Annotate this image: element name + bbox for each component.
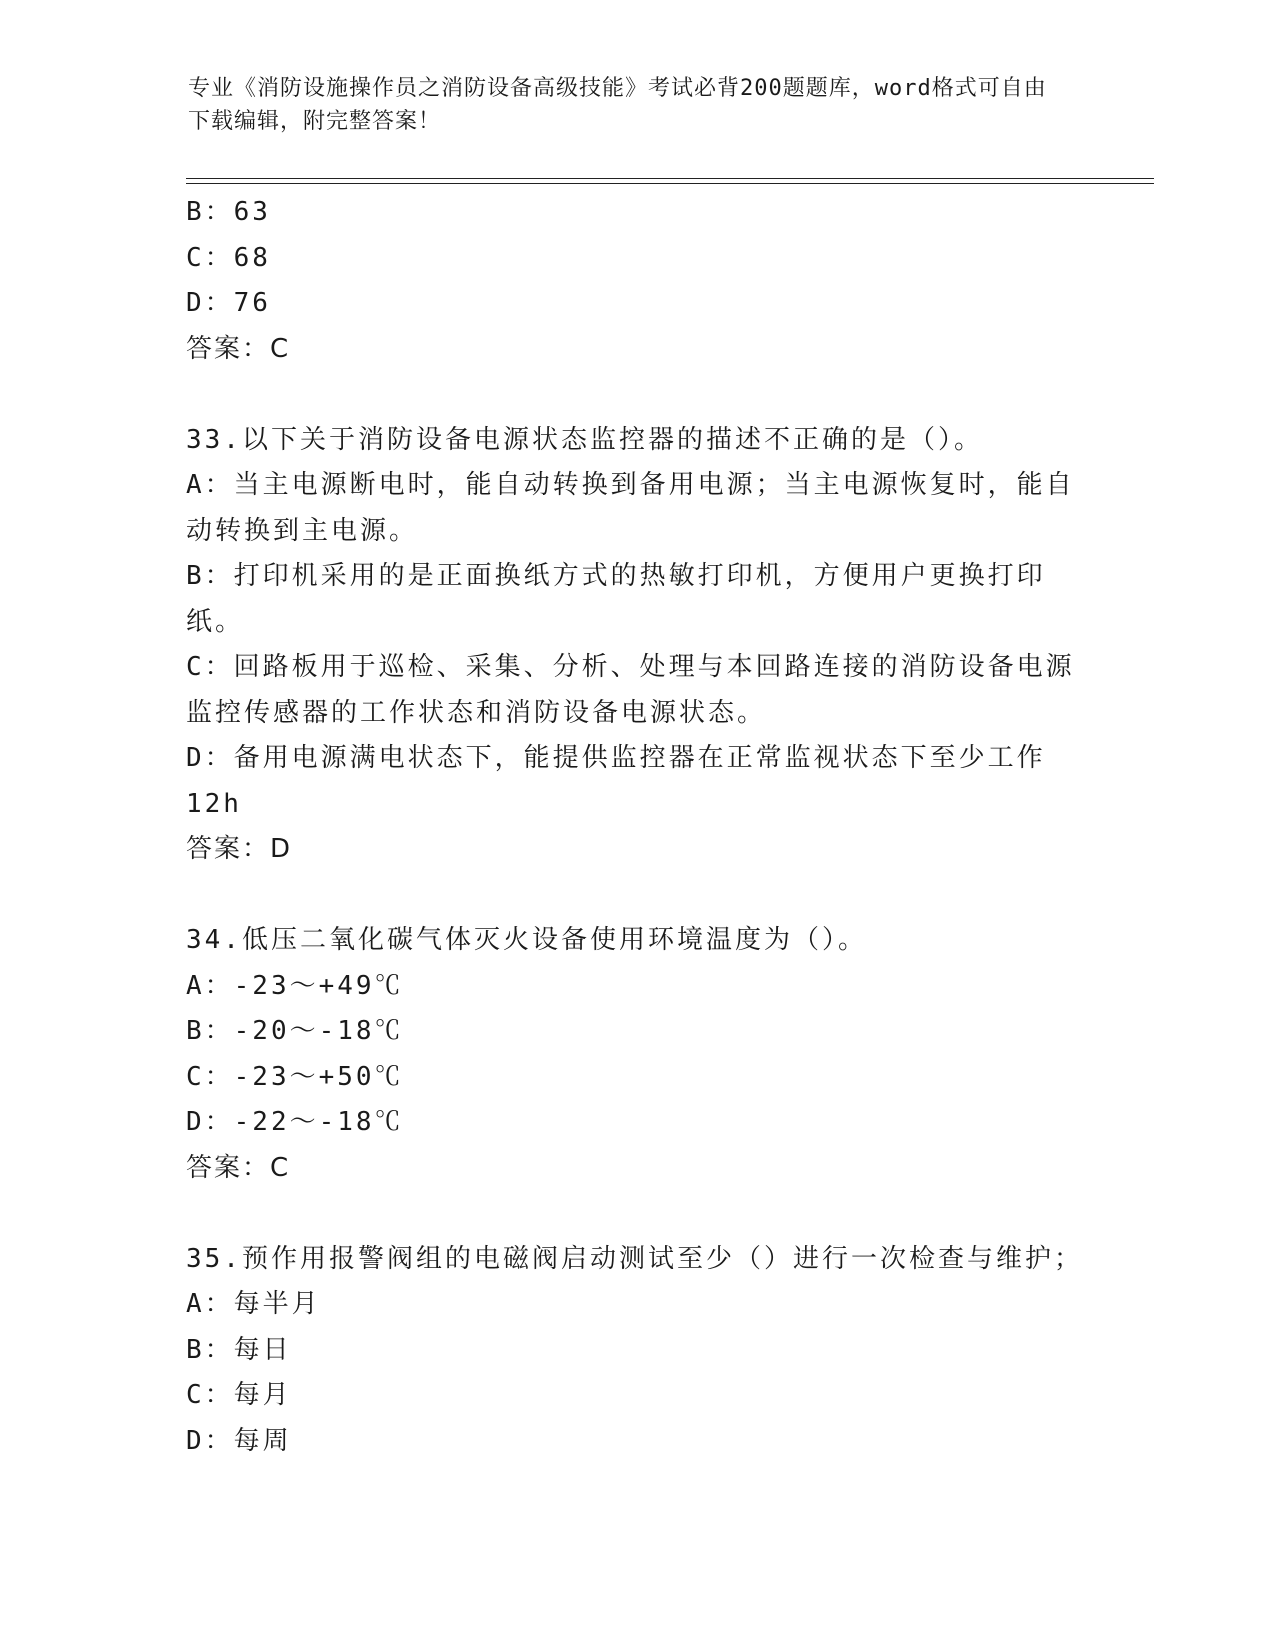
- option-b: B：打印机采用的是正面换纸方式的热敏打印机，方便用户更换打印纸。: [186, 561, 1046, 637]
- option-c: C：-23～+50℃: [186, 1061, 404, 1092]
- header-divider-top: [186, 178, 1154, 179]
- spacer: [186, 1191, 1076, 1237]
- option-a: A：当主电源断电时，能自动转换到备用电源；当主电源恢复时，能自动转换到主电源。: [186, 470, 1075, 546]
- option-d: D：备用电源满电状态下，能提供监控器在正常监视状态下至少工作12h: [186, 743, 1046, 819]
- question-stem: 35.预作用报警阀组的电磁阀启动测试至少（）进行一次检查与维护；: [186, 1243, 1083, 1274]
- question-33: [186, 418, 1076, 873]
- option-a: A：-23～+49℃: [186, 970, 404, 1001]
- question-content: [186, 190, 1083, 1464]
- previous-question-tail: [186, 190, 1076, 372]
- answer-line: 答案：D: [186, 834, 293, 864]
- page-header: 专业《消防设施操作员之消防设备高级技能》考试必背200题题库，word格式可自由下载编辑，附完整答案！: [188, 76, 1047, 134]
- option-c: C：回路板用于巡检、采集、分析、处理与本回路连接的消防设备电源监控传感器的工作状态和消防设备电源状态。: [186, 652, 1075, 728]
- header-divider-bottom: [186, 183, 1154, 184]
- option-c: C：每月: [186, 1380, 292, 1410]
- answer-line: 答案：C: [186, 333, 291, 364]
- spacer: [186, 372, 1076, 418]
- option-d: D：每周: [186, 1425, 292, 1456]
- option-d: D：-22～-18℃: [186, 1107, 404, 1137]
- option-b: B：63: [186, 197, 271, 227]
- question-35: [186, 1237, 1083, 1465]
- option-c: C：68: [186, 242, 271, 273]
- spacer: [186, 873, 1076, 919]
- question-stem: 33.以下关于消防设备电源状态监控器的描述不正确的是（）。: [186, 424, 983, 455]
- option-b: B：每日: [186, 1334, 292, 1365]
- question-stem: 34.低压二氧化碳气体灭火设备使用环境温度为（）。: [186, 925, 867, 955]
- option-d: D：76: [186, 288, 271, 318]
- question-34: [186, 918, 1076, 1191]
- option-a: A：每半月: [186, 1289, 321, 1319]
- answer-line: 答案：C: [186, 1152, 291, 1183]
- option-b: B：-20～-18℃: [186, 1016, 404, 1046]
